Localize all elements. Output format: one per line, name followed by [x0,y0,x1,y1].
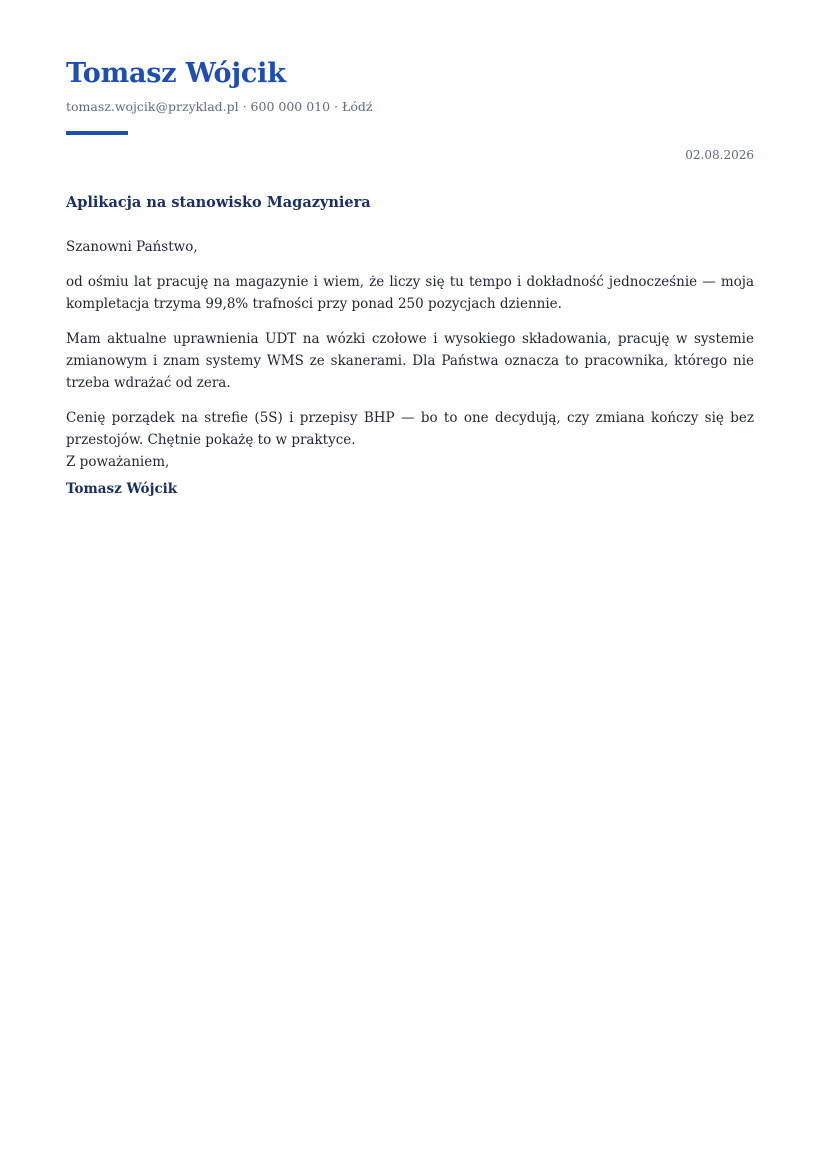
letter-subject: Aplikacja na stanowisko Magazyniera [66,194,371,211]
letter-greeting: Szanowni Państwo, [66,239,198,255]
applicant-name: Tomasz Wójcik [66,58,286,89]
letter-paragraph: od ośmiu lat pracuję na magazynie i wiem, że liczy się tu tempo i dokładność jednocześnie — moja kompletacja trzyma 99,8% trafności przy ponad 250 pozycjach dziennie. [66,274,754,312]
letter-body [66,236,754,464]
letter-date: 02.08.2026 [685,148,754,162]
letter-signature: Tomasz Wójcik [66,481,178,497]
letter-paragraph: Mam aktualne uprawnienia UDT na wózki czołowe i wysokiego składowania, pracuję w systemie zmianowym i znam systemy WMS ze skanerami. Dla Państwa oznacza to pracownika, którego nie trzeba wdrażać od zera. [66,331,754,391]
contact-line: tomasz.wojcik@przyklad.pl · 600 000 010 · Łódź [66,99,373,114]
letter-closing: Z poważaniem, [66,454,170,470]
letter-paragraph: Cenię porządek na strefie (5S) i przepisy BHP — bo to one decydują, czy zmiana kończy się bez przestojów. Chętnie pokażę to w praktyce. [66,410,754,448]
accent-divider [66,131,128,135]
